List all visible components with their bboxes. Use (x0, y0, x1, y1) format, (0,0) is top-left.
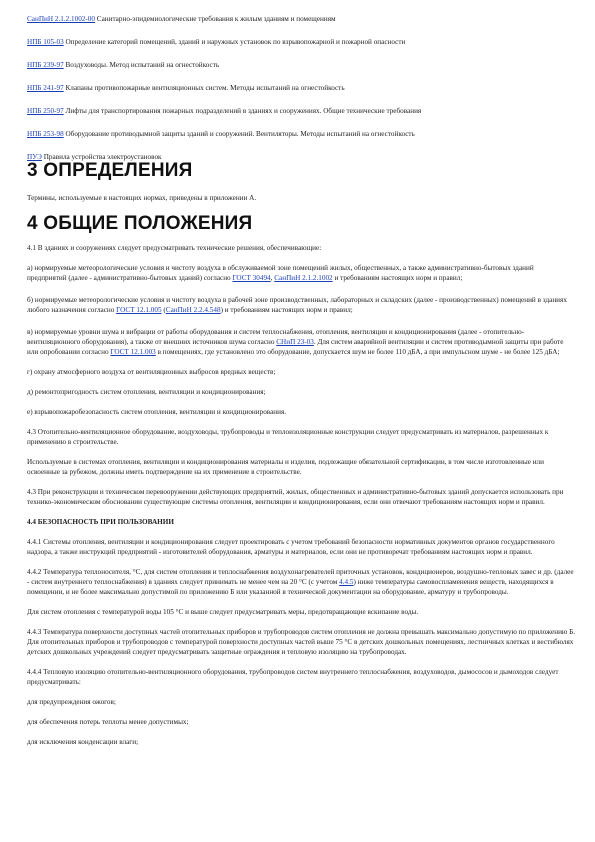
gost-30494-link[interactable]: ГОСТ 30494 (232, 274, 271, 282)
list-item: для предупреждения ожогов; (27, 698, 116, 706)
reference-link[interactable]: НПБ 253-98 (27, 130, 64, 138)
paragraph-4-4-2-boiling: Для систем отопления с температурой воды 105 °С и выше следует предусматривать меры, предотвращающие вскипание воды. (27, 608, 419, 616)
paragraph-4-4-3: 4.4.3 Температура поверхности доступных частей отопительных приборов и трубопроводов систем отопления не должна превышать максимально допустимую по приложению Б. Для отопительных приборов и трубопроводов с температурой поверхности доступных частей выше 75 °С в детских дошкольных помещениях, лестничных клетках и вестибюлях детских дошкольных учреждений следует предусматривать защитные ограждения и тепловую изоляцию на трубопроводах. (27, 628, 576, 656)
item-v-text: в) нормируемые уровни шума и вибрации от работы оборудования и систем теплоснабжения, отопления, вентиляции и кондиционирования (далее - отопительно-вентиляционного оборудования), а также от внешних источников шума согласно (27, 328, 525, 346)
item-b-text: б) нормируемые метеорологические условия и чистоту воздуха в рабочей зоне производственных, лабораторных и складских (далее - производственных) помещений в зданиях любого назначения согласно (27, 296, 567, 314)
reference-item (27, 129, 575, 152)
sanpin-2-1-2-1002-link[interactable]: СанПиН 2.1.2.1002 (274, 274, 333, 282)
gost-12-1-005-link[interactable]: ГОСТ 12.1.005 (116, 306, 162, 314)
reference-item (27, 14, 575, 37)
reference-text: Клапаны противопожарные вентиляционных систем. Методы испытаний на огнестойкость (65, 84, 345, 92)
sanpin-2-2-4-548-link[interactable]: СанПиН 2.2.4.548 (165, 306, 221, 314)
paragraph-4-4-2 (27, 567, 575, 597)
subsection-4-4-heading: 4.4 БЕЗОПАСНОСТЬ ПРИ ПОЛЬЗОВАНИИ (27, 518, 174, 526)
item-a-text: а) нормируемые метеорологические условия и чистоту воздуха в обслуживаемой зоне помещений жилых, общественных, а также административно-бытовых зданий предприятий (далее - административно-бытовых зданий) согласно (27, 264, 534, 282)
reference-text: Правила устройства электроустановок (43, 153, 162, 161)
reference-text: Определение категорий помещений, зданий и наружных установок по взрывопожарной и пожарной опасности (65, 38, 406, 46)
paragraph-4-4-2-text-end: ) ниже температуры самовоспламенения веществ, находящихся в помещении, и не более максимально допустимой по приложению Б или указанной в технической документации на оборудование, арматуру и трубопроводы. (27, 578, 554, 596)
section-4-heading: 4 ОБЩИЕ ПОЛОЖЕНИЯ (27, 213, 253, 234)
paragraph-4-3-materials: Используемые в системах отопления, вентиляции и кондиционирования материалы и изделия, подлежащие обязательной сертификации, в том числе изготовленные или освоенные за рубежом, должны иметь подтверждение на их применение в строительстве. (27, 458, 544, 476)
references-list (27, 14, 575, 161)
list-item: для обеспечения потерь теплоты менее допустимых; (27, 718, 189, 726)
item-a (27, 263, 575, 283)
section-3-text: Термины, используемые в настоящих нормах, приведены в приложении А. (27, 194, 257, 202)
item-g: г) охрану атмосферного воздуха от вентиляционных выбросов вредных веществ; (27, 368, 276, 376)
reference-item (27, 37, 575, 60)
paragraph-4-1: 4.1 В зданиях и сооружениях следует предусматривать технические решения, обеспечивающие: (27, 244, 322, 252)
reference-text: Воздуховоды. Метод испытаний на огнестойкость (65, 61, 220, 69)
paragraph-4-3-reconstruction: 4.3 При реконструкции и техническом перевооружении действующих предприятий, жилых, общественных и административно-бытовых зданий допускается использовать при технико-экономическом обосновании существующие системы отопления, вентиляции и кондиционирования, если они отвечают требованиям настоящих норм и правил. (27, 488, 564, 506)
item-a-text-end: и требованиям настоящих норм и правил; (332, 274, 463, 282)
separator-text: ( (161, 306, 166, 314)
reference-link[interactable]: НПБ 239-97 (27, 61, 64, 69)
item-b-text-end: ) и требованиям настоящих норм и правил; (220, 306, 353, 314)
gost-12-1-003-link[interactable]: ГОСТ 12.1.003 (110, 348, 156, 356)
paragraph-4-3: 4.3 Отопительно-вентиляционное оборудование, воздуховоды, трубопроводы и теплоизоляционные конструкции следует предусматривать из материалов, разрешенных к применению в строительстве. (27, 428, 549, 446)
reference-text: Лифты для транспортирования пожарных подразделений в зданиях и сооружениях. Общие технические требования (65, 107, 422, 115)
document-page (27, 14, 575, 747)
list-item: для исключения конденсации влаги; (27, 738, 139, 746)
item-v-text-end: в помещениях, где установлено это оборудование, допускается шум не более 110 дБА, а при импульсном шуме - не более 125 дБА; (155, 348, 560, 356)
reference-item (27, 106, 575, 129)
reference-link[interactable]: ПУЭ (27, 153, 42, 161)
paragraph-4-4-1: 4.4.1 Системы отопления, вентиляции и кондиционирования следует проектировать с учетом требований безопасности нормативных документов органов государственного надзора, а также инструкций предприятий - изготовителей оборудования, арматуры и материалов, если они не противоречат требованиям настоящих норм и правил. (27, 538, 555, 556)
reference-item (27, 60, 575, 83)
section-3-heading: 3 ОПРЕДЕЛЕНИЯ (27, 160, 193, 181)
item-b (27, 295, 575, 315)
reference-text: Санитарно-эпидемиологические требования к жилым зданиям и помещениям (96, 15, 336, 23)
snip-23-03-link[interactable]: СНиП 23-03 (276, 338, 314, 346)
paragraph-4-4-2-text: 4.4.2 Температура теплоносителя, °С, для систем отопления и теплоснабжения воздухонагревателей приточных установок, кондиционеров, воздушно-тепловых завес и др. (далее - систем внутреннего теплоснабжения) в зданиях следует принимать не менее чем на 20 °С (с учетом (27, 568, 574, 586)
separator-text: , (270, 274, 275, 282)
item-e: е) взрывопожаробезопасность систем отопления, вентиляции и кондиционирования. (27, 408, 287, 416)
reference-text: Оборудование противодымной защиты зданий и сооружений. Вентиляторы. Методы испытаний на огнестойкость (65, 130, 415, 138)
item-d: д) ремонтопригодность систем отопления, вентиляции и кондиционирования; (27, 388, 266, 396)
clause-4-4-5-link[interactable]: 4.4.5 (339, 578, 354, 586)
item-v (27, 327, 575, 357)
reference-link[interactable]: НПБ 105-03 (27, 38, 64, 46)
reference-item (27, 83, 575, 106)
item-v-text-mid: . Для систем аварийной вентиляции и систем противодымной защиты при работе или опробовании согласно (27, 338, 564, 356)
reference-link[interactable]: СанПиН 2.1.2.1002-00 (27, 15, 95, 23)
paragraph-4-4-4: 4.4.4 Тепловую изоляцию отопительно-вентиляционного оборудования, трубопроводов систем внутреннего теплоснабжения, воздуховодов, дымососов и дымоходов следует предусматривать: (27, 668, 559, 686)
reference-link[interactable]: НПБ 250-97 (27, 107, 64, 115)
reference-link[interactable]: НПБ 241-97 (27, 84, 64, 92)
